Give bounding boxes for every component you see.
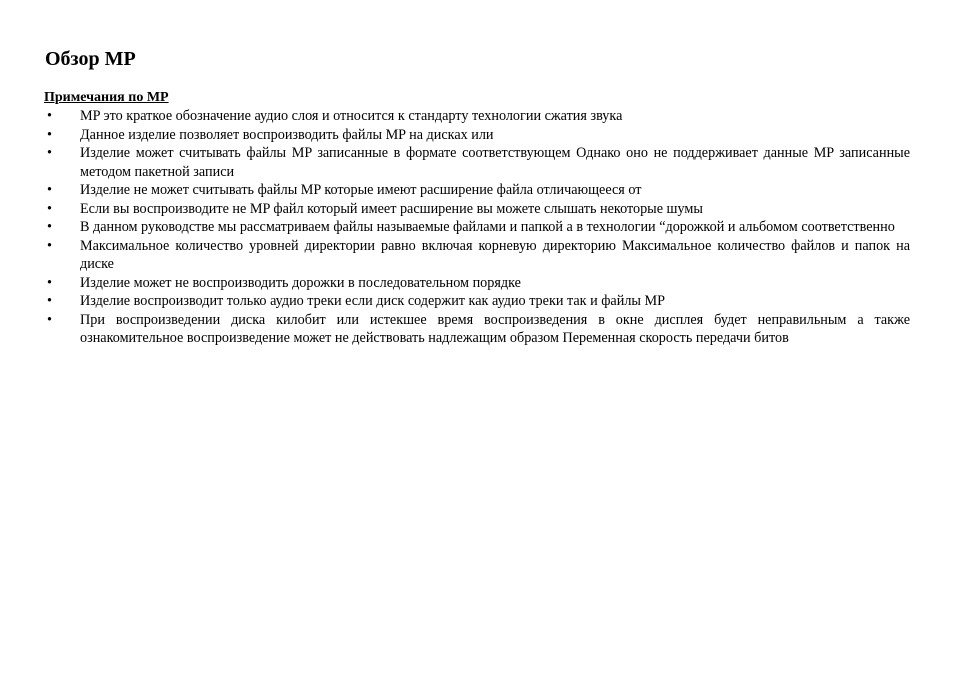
list-item-text: Изделие может считывать файлы MP записанные в формате соответствующем Однако оно не поддерживает данные MP записанные методом пакетной записи: [80, 145, 910, 180]
list-item: [44, 107, 910, 126]
list-item-text: Изделие не может считывать файлы MP которые имеют расширение файла отличающееся от: [80, 182, 642, 198]
bullet-icon: •: [47, 108, 52, 124]
list-item: [44, 144, 910, 181]
list-item: [44, 292, 910, 311]
list-item: [44, 200, 910, 219]
list-item: [44, 311, 910, 348]
list-item-text: MP это краткое обозначение аудио слоя и относится к стандарту технологии сжатия звука: [80, 108, 623, 124]
list-item: [44, 237, 910, 274]
bullet-icon: •: [47, 200, 52, 217]
list-item-text: Максимальное количество уровней директории равно включая корневую директорию Максимальное количество файлов и папок на диске: [80, 237, 910, 272]
notes-list: [44, 107, 910, 348]
list-item-text: При воспроизведении диска килобит или истекшее время воспроизведения в окне дисплея будет неправильным а также ознакомительное воспроизведение может не действовать надлежащим образом Переменная скорость передачи битов: [80, 311, 910, 346]
list-item-text: Данное изделие позволяет воспроизводить файлы MP на дисках или: [80, 126, 494, 143]
list-item-text: Изделие воспроизводит только аудио треки если диск содержит как аудио треки так и файлы MP: [80, 293, 665, 309]
list-item-text: Изделие может не воспроизводить дорожки в последовательном порядке: [80, 274, 521, 291]
bullet-icon: •: [47, 293, 52, 309]
bullet-icon: •: [47, 274, 52, 291]
bullet-icon: •: [47, 126, 52, 143]
list-item-text: В данном руководстве мы рассматриваем файлы называемые файлами и папкой а в технологии “дорожкой и альбомом соответственно: [80, 219, 895, 235]
list-item: [44, 218, 910, 237]
bullet-icon: •: [47, 145, 52, 161]
list-item: [44, 181, 910, 200]
bullet-icon: •: [47, 311, 52, 328]
list-item: [44, 274, 910, 293]
bullet-icon: •: [47, 219, 52, 235]
page-title: Обзор MP: [45, 48, 136, 70]
list-item-text: Если вы воспроизводите не MP файл который имеет расширение вы можете слышать некоторые шумы: [80, 200, 703, 217]
section-heading: Примечания по MP: [44, 90, 169, 105]
list-item: [44, 126, 910, 145]
bullet-icon: •: [47, 182, 52, 198]
bullet-icon: •: [47, 237, 52, 254]
